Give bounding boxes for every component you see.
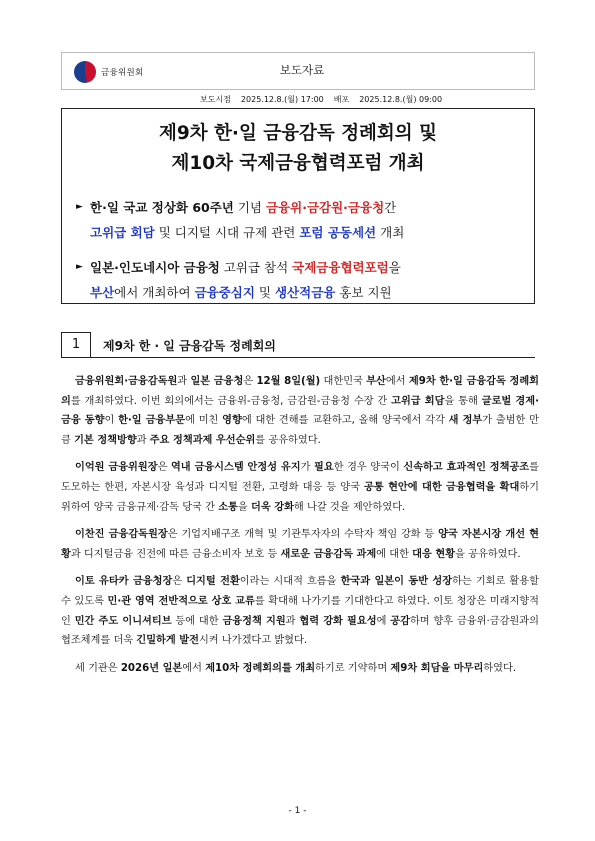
bullet-highlight: 생산적금융 bbox=[274, 285, 336, 300]
body-run: 를 확대해 나가기를 기대한다고 하였다. 이토 청장은 미래지향적인 bbox=[61, 595, 539, 627]
emphasis-text: 대응 현황 bbox=[412, 548, 456, 560]
body-run: 를 공유하였다. bbox=[255, 434, 321, 446]
body-run: 이 bbox=[104, 415, 119, 427]
body-run: 등에 대한 bbox=[171, 615, 223, 627]
emphasis-text: 제9차 한·일 금융감독 정례회의 bbox=[61, 376, 540, 407]
body-run: 은 기업지배구조 개혁 및 기관투자자의 수탁자 책임 강화 등 bbox=[167, 529, 439, 541]
body-run: 은 bbox=[172, 576, 187, 588]
body-run: 에 미친 bbox=[185, 415, 223, 427]
body-run: 대한민국 bbox=[320, 376, 367, 387]
bullet-text: 한·일 국교 정상화 60주년 bbox=[90, 200, 234, 215]
emphasis-text: 부산 bbox=[366, 376, 386, 387]
emphasis-text: 긴밀하게 발전 bbox=[136, 635, 199, 647]
title-line-1: 제9차 한·일 금융감독 정례회의 및 bbox=[159, 123, 437, 144]
bullet-highlight: 고위급 회담 bbox=[90, 225, 155, 240]
body-paragraph bbox=[61, 458, 539, 517]
summary-bullet-2 bbox=[76, 255, 531, 305]
emphasis-text: 새 정부 bbox=[448, 415, 483, 427]
body-run: 에서 bbox=[182, 662, 206, 674]
emphasis-text: 금융위원회·금융감독원 bbox=[75, 376, 178, 387]
body-run: 은 bbox=[157, 462, 171, 474]
emphasis-text: 고위급 회담 bbox=[391, 395, 445, 407]
body-run: 를 개최하였다. 이번 회의에서는 금융위-금융청, 금감원-금융청 수장 간 bbox=[70, 395, 392, 407]
embargo-time-value: 2025.12.8.(월) 17:00 bbox=[240, 95, 324, 104]
emphasis-text: 역내 금융시스템 안정성 유지 bbox=[170, 462, 301, 474]
body-run: 에 대한 bbox=[376, 548, 413, 560]
bullet-text: 및 디지털 시대 규제 관련 bbox=[154, 225, 300, 240]
triangle-bullet-icon: ► bbox=[76, 262, 83, 272]
body-run: 과 디지털금융 진전에 따른 금융소비자 보호 등 bbox=[70, 548, 281, 560]
emphasis-text: 영향 bbox=[222, 415, 242, 427]
body-paragraph bbox=[61, 572, 539, 650]
body-run: 하였다. bbox=[483, 662, 517, 674]
emphasis-text: 이토 유타카 금융청장 bbox=[75, 576, 173, 588]
doc-type: 보도자료 bbox=[279, 63, 325, 77]
emphasis-text: 민·관 영역 전반적으로 상호 교류 bbox=[107, 595, 255, 607]
page-title bbox=[62, 119, 534, 179]
emphasis-text: 기본 정책방향 bbox=[74, 434, 137, 446]
body-run: 가 bbox=[300, 462, 314, 474]
emphasis-text: 일본 금융청 bbox=[190, 376, 244, 387]
emphasis-text: 이찬진 금융감독원장 bbox=[75, 529, 168, 541]
emphasis-text: 공통 현안에 대한 금융협력을 확대 bbox=[364, 481, 520, 493]
emphasis-text: 더욱 강화 bbox=[251, 501, 294, 513]
body-run: 이라는 시대적 흐름을 bbox=[239, 576, 341, 588]
distribution-value: 2025.12.8.(월) 09:00 bbox=[359, 95, 443, 104]
summary-bullet-1 bbox=[76, 195, 531, 245]
bullet-text: 및 bbox=[254, 285, 275, 300]
emphasis-text: 이억원 금융위원장 bbox=[75, 462, 158, 474]
body-run: 하기로 기약하며 bbox=[315, 662, 391, 674]
bullet-highlight: 국제금융협력포럼 bbox=[292, 260, 389, 275]
body-text bbox=[61, 372, 539, 686]
body-run: 하기 위하여 양국 금융규제·감독 당국 간 bbox=[61, 481, 539, 513]
body-run: 과 bbox=[136, 434, 150, 446]
emphasis-text: 신속하고 효과적인 정책공조 bbox=[403, 462, 530, 474]
body-paragraph bbox=[61, 372, 539, 450]
bullet-text: 홍보 지원 bbox=[335, 285, 392, 300]
emphasis-text: 공감 bbox=[390, 615, 410, 627]
bullet-text: 을 bbox=[388, 260, 401, 275]
bullet-text: 고위급 참석 bbox=[219, 260, 293, 275]
bullet-text: 에서 개최하여 bbox=[114, 285, 195, 300]
body-run: 을 bbox=[237, 501, 251, 513]
title-line-2: 제10차 국제금융협력포럼 개최 bbox=[171, 153, 425, 174]
bullet-highlight: 부산 bbox=[90, 285, 115, 300]
emphasis-text: 제10차 정례회의를 개최 bbox=[205, 662, 316, 674]
body-run: 한 경우 양국이 bbox=[333, 462, 404, 474]
header-box bbox=[61, 52, 535, 90]
body-run: 세 기관은 bbox=[75, 662, 121, 674]
body-run: 해 나갈 것을 제안하였다. bbox=[293, 501, 406, 513]
body-run: 에 bbox=[376, 615, 391, 627]
body-run: 에서 bbox=[385, 376, 409, 387]
title-box bbox=[61, 108, 535, 304]
section-heading bbox=[61, 332, 535, 358]
emphasis-text: 양국 자본시장 개선 현황 bbox=[61, 529, 539, 560]
body-paragraph bbox=[61, 659, 539, 679]
logo-text: 금융위원회 bbox=[101, 68, 144, 78]
body-run: 에 대한 견해를 교환하고, 올해 양국에서 각각 bbox=[241, 415, 449, 427]
bullet-highlight: 금융중심지 bbox=[194, 285, 255, 300]
section-underline bbox=[91, 357, 535, 358]
body-run: 과 bbox=[285, 615, 300, 627]
embargo-line bbox=[200, 94, 540, 105]
body-run: 시켜 나가겠다고 밝혔다. bbox=[198, 635, 308, 647]
bullet-text: 간 bbox=[384, 200, 397, 215]
body-run: 과 bbox=[177, 376, 191, 387]
body-run: 하며 향후 금융위·금감원과의 협조체계를 더욱 bbox=[61, 615, 539, 647]
bullet-text: 개최 bbox=[376, 225, 405, 240]
body-paragraph bbox=[61, 525, 539, 564]
emphasis-text: 2026년 일본 bbox=[120, 662, 183, 674]
body-run: 을 공유하였다. bbox=[455, 548, 521, 560]
embargo-time-label: 보도시점 bbox=[200, 95, 231, 104]
section-number: 1 bbox=[61, 332, 91, 358]
bullet-text: 일본·인도네시아 금융청 bbox=[90, 260, 220, 275]
page-number: - 1 - bbox=[288, 806, 307, 816]
emphasis-text: 협력 강화 필요성 bbox=[299, 615, 377, 627]
emphasis-text: 제9차 회담을 마무리 bbox=[390, 662, 484, 674]
body-run: 하는 기회로 활용할 수 있도록 bbox=[61, 576, 539, 607]
emphasis-text: 민간 주도 이니셔티브 bbox=[74, 615, 172, 627]
emphasis-text: 새로운 금융감독 과제 bbox=[280, 548, 377, 560]
emphasis-text: 글로벌 경제·금융 동향 bbox=[61, 395, 539, 427]
distribution-label: 배포 bbox=[333, 95, 350, 104]
emphasis-text: 12월 8일(월) bbox=[256, 376, 321, 387]
triangle-bullet-icon: ► bbox=[76, 202, 83, 212]
bullet-highlight: 금융위·금감원·금융청 bbox=[265, 200, 385, 215]
emphasis-text: 디지털 전환 bbox=[186, 576, 240, 588]
body-run: 를 도모하는 한편, 자본시장 육성과 디지털 전환, 고령화 대응 등 양국 bbox=[61, 462, 539, 493]
emphasis-text: 소통 bbox=[218, 501, 238, 513]
emphasis-text: 한국과 일본이 동반 성장 bbox=[340, 576, 453, 588]
section-title: 제9차 한 · 일 금융감독 정례회의 bbox=[103, 339, 276, 353]
emphasis-text: 한·일 금융부문 bbox=[118, 415, 186, 427]
body-run: 은 bbox=[243, 376, 257, 387]
emphasis-text: 주요 정책과제 우선순위 bbox=[149, 434, 256, 446]
emphasis-text: 필요 bbox=[314, 462, 334, 474]
body-run: 가 출범한 만큼 bbox=[61, 415, 540, 446]
body-run: 을 통해 bbox=[444, 395, 482, 407]
bullet-highlight: 포럼 공동세션 bbox=[299, 225, 377, 240]
bullet-text: 기념 bbox=[233, 200, 266, 215]
emphasis-text: 금융정책 지원 bbox=[222, 615, 286, 627]
